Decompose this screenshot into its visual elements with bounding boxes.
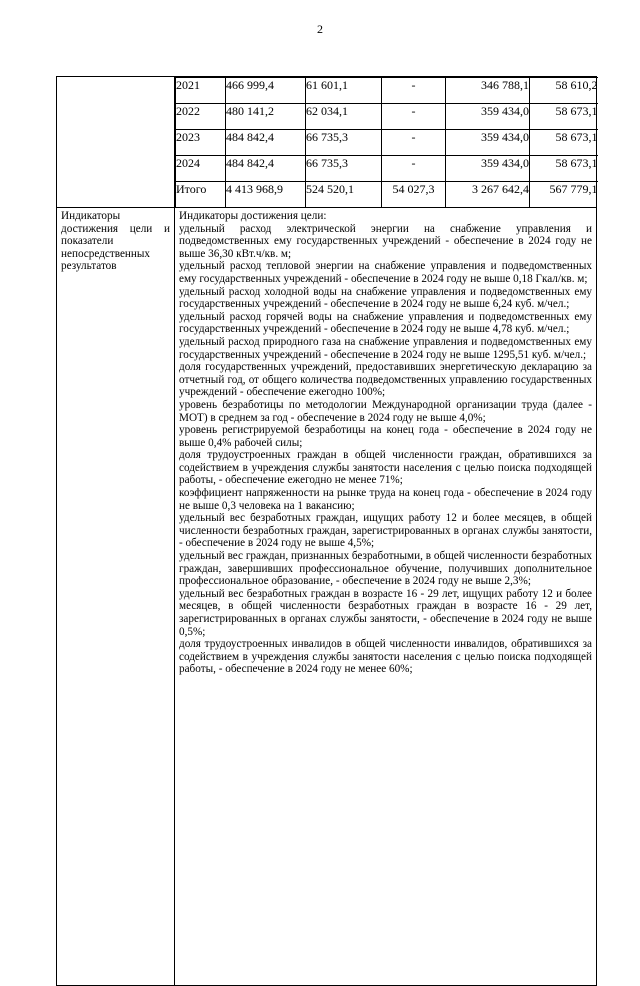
finance-col-4: 359 434,0 <box>446 156 530 182</box>
indicator-item: удельный вес безработных граждан, ищущих работу 12 и более месяцев, в общей численности безработных граждан, зарегистрированных в органах службы занятости, - обеспечение в 2024 году не выше 4,5%; <box>179 512 592 550</box>
finance-row <box>176 130 598 156</box>
finance-col-3: 54 027,3 <box>382 182 446 208</box>
indicator-item: удельный расход природного газа на снабжение управления и подведомственных ему государственных учреждений - обеспечение в 2024 году не выше 1295,51 куб. м/чел.; <box>179 335 592 361</box>
indicators-content <box>175 208 597 986</box>
finance-year: 2024 <box>176 156 226 182</box>
finance-col-5: 58 610,2 <box>530 78 598 104</box>
finance-col-3: - <box>382 130 446 156</box>
indicator-item: коэффициент напряженности на рынке труда на конец года - обеспечение в 2024 году не выше 0,3 человека на 1 вакансию; <box>179 487 592 512</box>
finance-row <box>176 182 598 208</box>
finance-year: 2022 <box>176 104 226 130</box>
indicator-item: уровень регистрируемой безработицы на конец года - обеспечение в 2024 году не выше 0,4% рабочей силы; <box>179 424 592 449</box>
indicator-item: удельный расход тепловой энергии на снабжение управления и подведомственных ему государственных учреждений - обеспечение в 2024 году не выше 0,18 Гкал/кв. м; <box>179 260 592 285</box>
finance-col-5: 58 673,1 <box>530 104 598 130</box>
finance-table <box>175 77 598 207</box>
indicator-item: доля трудоустроенных инвалидов в общей численности инвалидов, обратившихся за содействием в учреждения службы занятости населения с целью поиска подходящей работы, - обеспечение в 2024 году не менее 60%; <box>179 638 592 676</box>
indicators-label: Индикаторы достижения цели и показатели непосредственных результатов <box>57 208 175 986</box>
finance-col-3: - <box>382 104 446 130</box>
finance-col-4: 346 788,1 <box>446 78 530 104</box>
finance-label-cell <box>57 77 175 208</box>
finance-col-3: - <box>382 78 446 104</box>
finance-year: Итого <box>176 182 226 208</box>
indicator-item: уровень безработицы по методологии Международной организации труда (далее - МОТ) в среднем за год - обеспечение в 2024 году не выше 4,0%; <box>179 398 592 424</box>
finance-cell <box>175 77 597 208</box>
indicator-item: удельный расход электрической энергии на снабжение управления и подведомственных ему государственных учреждений - обеспечение в 2024 году не выше 36,30 кВт.ч/кв. м; <box>179 222 592 260</box>
passport-table <box>56 76 597 986</box>
finance-total: 484 842,4 <box>226 130 306 156</box>
finance-year: 2021 <box>176 78 226 104</box>
finance-col-4: 359 434,0 <box>446 130 530 156</box>
finance-total: 480 141,2 <box>226 104 306 130</box>
finance-col-5: 58 673,1 <box>530 130 598 156</box>
finance-row <box>176 156 598 182</box>
indicator-item: доля трудоустроенных граждан в общей численности граждан, обратившихся за содействием в учреждения службы занятости населения с целью поиска подходящей работы, - обеспечение ежегодно не менее 71%; <box>179 449 592 487</box>
finance-col-4: 359 434,0 <box>446 104 530 130</box>
finance-col-2: 61 601,1 <box>306 78 382 104</box>
indicator-item: удельный вес безработных граждан в возрасте 16 - 29 лет, ищущих работу 12 и более месяцев, в общей численности безработных граждан в возрасте 16 - 29 лет, зарегистрированных в органах службы занятости, - обеспечение в 2024 году не выше 0,5%; <box>179 587 592 638</box>
finance-col-5: 567 779,1 <box>530 182 598 208</box>
indicators-row <box>57 208 597 986</box>
indicator-item: удельный расход холодной воды на снабжение управления и подведомственных ему государственных учреждений - обеспечение в 2024 году не выше 6,24 куб. м/чел.; <box>179 285 592 311</box>
finance-total: 484 842,4 <box>226 156 306 182</box>
finance-year: 2023 <box>176 130 226 156</box>
finance-row-group <box>57 77 597 208</box>
indicator-item: удельный расход горячей воды на снабжение управления и подведомственных ему государственных учреждений - обеспечение в 2024 году не выше 4,78 куб. м/чел.; <box>179 310 592 336</box>
indicator-list <box>179 223 592 676</box>
finance-total: 4 413 968,9 <box>226 182 306 208</box>
indicator-item: удельный вес граждан, признанных безработными, в общей численности безработных граждан, завершивших профессиональное обучение, получивших дополнительное профессиональное образование, - обеспечение в 2024 году не выше 2,3%; <box>179 550 592 588</box>
finance-total: 466 999,4 <box>226 78 306 104</box>
finance-col-3: - <box>382 156 446 182</box>
finance-col-4: 3 267 642,4 <box>446 182 530 208</box>
finance-col-2: 62 034,1 <box>306 104 382 130</box>
finance-col-2: 66 735,3 <box>306 130 382 156</box>
finance-row <box>176 78 598 104</box>
finance-col-2: 524 520,1 <box>306 182 382 208</box>
indicators-heading: Индикаторы достижения цели: <box>179 210 327 222</box>
page-number: 2 <box>317 22 323 36</box>
finance-col-5: 58 673,1 <box>530 156 598 182</box>
indicator-item: доля государственных учреждений, предоставивших энергетическую декларацию за отчетный год, от общего количества подведомственных управлению государственных учреждений - обеспечение ежегодно 100%; <box>179 361 592 399</box>
finance-row <box>176 104 598 130</box>
finance-col-2: 66 735,3 <box>306 156 382 182</box>
